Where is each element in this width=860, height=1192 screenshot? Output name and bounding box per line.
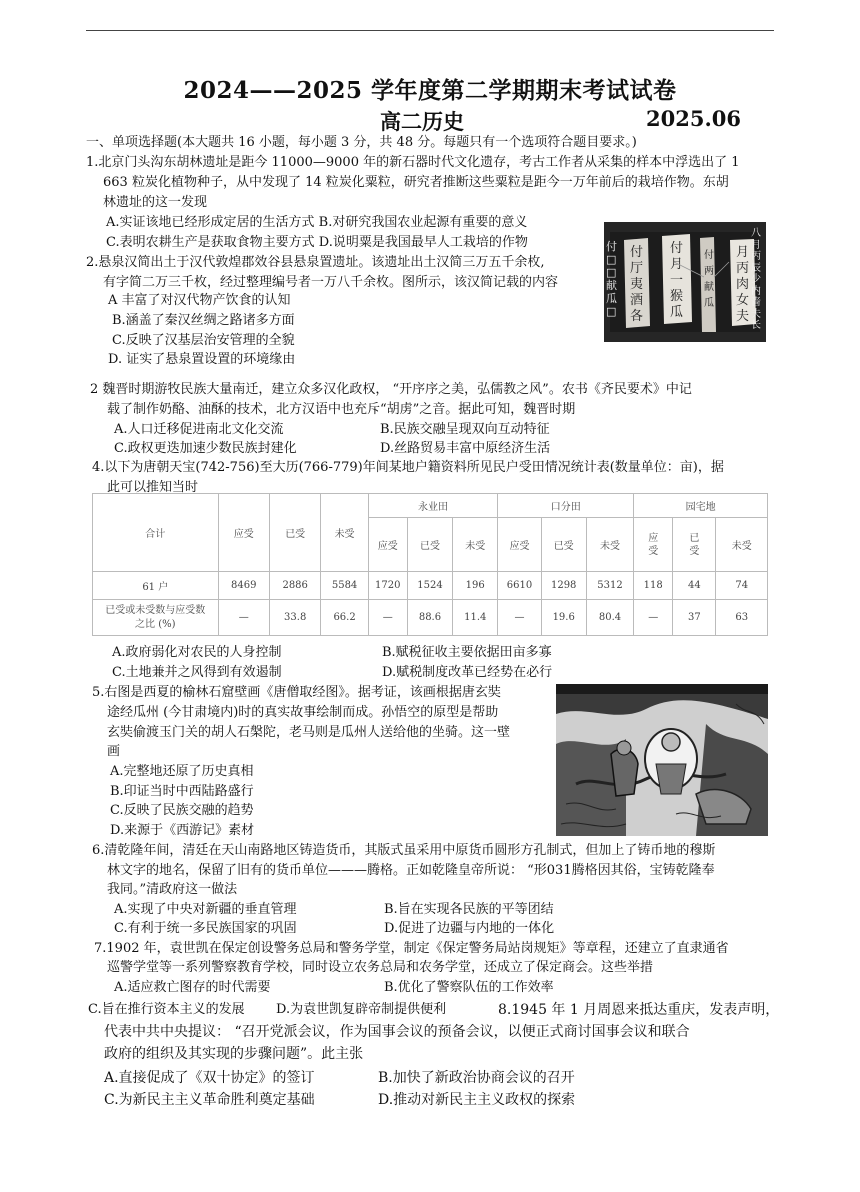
q5-option-c: C.反映了民族交融的趋势	[110, 803, 254, 818]
q7-line-1: 7.1902 年，袁世凯在保定创设警务总局和警务学堂，制定《保定警务局站岗规矩》等章程，还建立了直隶通省	[94, 941, 729, 956]
table-cell: 61 户	[93, 572, 219, 600]
q7-option-a: A.适应救亡图存的时代需要	[114, 980, 271, 995]
table-cell: 2886	[269, 572, 320, 600]
header-not: 未受	[321, 494, 368, 572]
land-allocation-table	[92, 493, 768, 636]
q6-option-a: A.实现了中央对新疆的垂直管理	[114, 902, 297, 917]
table-cell: 118	[634, 572, 673, 600]
q7-option-d: D.为袁世凯复辟帝制提供便利	[276, 1002, 447, 1017]
table-cell: 80.4	[586, 600, 633, 636]
q1-options-ab: A.实证该地已经形成定居的生活方式 B.对研究我国农业起源有重要的意义	[106, 215, 528, 230]
svg-text:瓜: 瓜	[670, 305, 684, 320]
svg-text:厅: 厅	[630, 261, 644, 276]
q3-option-d: D.丝路贸易丰富中原经济生活	[380, 441, 551, 456]
q4-option-b: B.赋税征收主要依据田亩多寡	[382, 645, 552, 660]
svg-text:付: 付	[704, 250, 714, 261]
header-yuanzhai: 园宅地	[634, 494, 768, 518]
svg-text:肉: 肉	[736, 277, 750, 292]
table-cell: 37	[673, 600, 716, 636]
table-cell: 74	[716, 572, 768, 600]
header-rule	[86, 30, 774, 31]
q1-line-1: 1.北京门头沟东胡林遗址是距今 11000—9000 年的新石器时代文化遗存，考古工作者从采集的样本中浮选出了 1	[86, 155, 740, 170]
q2-option-b: B.涵盖了秦汉丝绸之路诸多方面	[112, 313, 295, 328]
table-cell: 33.8	[269, 600, 320, 636]
q4-line-1: 4.以下为唐朝天宝(742-756)至大历(766-779)年间某地户籍资料所见民户受田情况统计表(数量单位：亩)，据	[92, 460, 724, 475]
q6-option-d: D.促进了边疆与内地的一体化	[384, 921, 555, 936]
table-cell: 1720	[368, 572, 407, 600]
table-cell: 5312	[586, 572, 633, 600]
sub-header: 应 受	[634, 518, 673, 572]
q8-option-c: C.为新民主主义革命胜利奠定基础	[104, 1092, 315, 1108]
mural-illustration	[556, 684, 768, 836]
header-total: 合计	[93, 494, 219, 572]
q5-line-3: 玄奘偷渡玉门关的胡人石槃陀，老马则是瓜州人送给他的坐骑。这一壁	[107, 725, 511, 740]
q5-line-1: 5.右图是西夏的榆林石窟壁画《唐僧取经图》。据考证，该画根据唐玄奘	[92, 685, 501, 700]
header-yongye: 永业田	[368, 494, 498, 518]
svg-text:两: 两	[704, 266, 714, 277]
table-cell: 196	[453, 572, 498, 600]
q4-option-a: A.政府弱化对农民的人身控制	[112, 645, 282, 660]
svg-text:付: 付	[630, 245, 644, 260]
q5-option-a: A.完整地还原了历史真相	[110, 764, 254, 779]
section-heading: 一、单项选择题(本大题共 16 小题，每小题 3 分，共 48 分。每题只有一个选项符合题目要求。)	[86, 135, 637, 150]
q8-line-2: 代表中共中央提议： “召开党派会议，作为国事会议的预备会议，以便正式商讨国事会议和联合	[104, 1024, 690, 1040]
sub-header: 应受	[498, 518, 541, 572]
q2-option-a: A 丰富了对汉代物产饮食的认知	[108, 293, 291, 308]
table-cell: 63	[716, 600, 768, 636]
table-row	[93, 572, 768, 600]
q3-line-1: 2 魏晋时期游牧民族大量南迁，建立众多汉化政权， “开序序之美，弘儒教之风”。农书《齐民要术》中记	[90, 382, 692, 397]
q1-line-3: 林遗址的这一发现	[103, 195, 208, 210]
svg-text:夫: 夫	[736, 309, 750, 324]
svg-text:月: 月	[670, 257, 684, 272]
table-cell: 1524	[407, 572, 452, 600]
q6-option-c: C.有利于统一多民族国家的巩固	[114, 921, 297, 936]
slip-caption-left: 付□□献瓜□	[606, 240, 617, 318]
exam-subject: 高二历史	[380, 109, 464, 134]
q1-line-2: 663 粒炭化植物种子，从中发现了 14 粒炭化粟粒，研究者推断这些粟粒是距今一万年前后的栽培作物。东胡	[103, 175, 729, 190]
q3-option-c: C.政权更迭加速少数民族封建化	[114, 441, 297, 456]
svg-text:夷: 夷	[630, 277, 644, 292]
q4-option-c: C.土地兼并之风得到有效遏制	[112, 665, 282, 680]
sub-header: 应受	[368, 518, 407, 572]
svg-text:一: 一	[670, 273, 684, 288]
svg-text:月: 月	[736, 245, 750, 260]
table-cell: 19.6	[541, 600, 586, 636]
table-cell: 已受或未受数与应受数 之比 (%)	[93, 600, 219, 636]
svg-text:各: 各	[630, 309, 644, 324]
table-cell: —	[498, 600, 541, 636]
svg-text:瓜: 瓜	[704, 298, 714, 309]
exam-date: 2025.06	[646, 106, 741, 131]
q6-line-3: 我同。”清政府这一做法	[107, 882, 238, 897]
q6-line-2: 林文字的地名，保留了旧有的货币单位———腾格。正如乾隆皇帝所说： “形031腾格因其俗，宝铸乾隆奉	[107, 863, 715, 878]
sub-header: 已受	[407, 518, 452, 572]
slip-caption-right: 八月丙辰少内啬夫长	[751, 228, 761, 331]
q7-line-2: 巡警学堂等一系列警察教育学校，同时设立农务总局和农务学堂，还成立了保定商会。这些举措	[107, 960, 654, 975]
q4-option-d: D.赋税制度改革已经势在必行	[382, 665, 553, 680]
q2-line-1: 2.悬泉汉简出土于汉代敦煌郡效谷县悬泉置遗址。该遗址出土汉简三万五千余枚,	[86, 255, 545, 270]
q6-option-b: B.旨在实现各民族的平等团结	[384, 902, 554, 917]
svg-text:酒: 酒	[630, 293, 644, 308]
table-header-row-1	[93, 494, 768, 518]
q1-options-cd: C.表明农耕生产是获取食物主要方式 D.说明粟是我国最早人工栽培的作物	[106, 235, 528, 250]
svg-text:猴: 猴	[670, 289, 684, 304]
han-slip-image	[604, 222, 766, 342]
table-cell: —	[368, 600, 407, 636]
exam-title: 2024——2025 学年度第二学期期末考试试卷	[183, 77, 677, 104]
q5-line-2: 途经瓜州 (今甘肃境内)时的真实故事绘制而成。孙悟空的原型是帮助	[107, 705, 499, 720]
q3-option-b: B.民族交融呈现双向互动特征	[380, 422, 550, 437]
sub-header: 未受	[453, 518, 498, 572]
q7-option-b: B.优化了警察队伍的工作效率	[384, 980, 554, 995]
q3-line-2: 载了制作奶酪、油酥的技术，北方汉语中也充斥“胡虏”之音。据此可知，魏晋时期	[107, 402, 576, 417]
q4-line-2: 此可以推知当时	[107, 480, 199, 495]
q2-option-c: C.反映了汉基层治安管理的全貌	[112, 333, 295, 348]
header-got: 已受	[269, 494, 320, 572]
q8-option-a: A.直接促成了《双十协定》的签订	[104, 1070, 315, 1086]
table-cell: 66.2	[321, 600, 368, 636]
q5-option-b: B.印证当时中西陆路盛行	[110, 784, 254, 799]
table-cell: 88.6	[407, 600, 452, 636]
header-koufen: 口分田	[498, 494, 634, 518]
q3-option-a: A.人口迁移促进南北文化交流	[114, 422, 284, 437]
table-cell: 6610	[498, 572, 541, 600]
q8-line-1: 8.1945 年 1 月周恩来抵达重庆，发表声明，	[498, 1002, 780, 1018]
table-cell: 5584	[321, 572, 368, 600]
svg-text:献: 献	[704, 282, 714, 293]
q8-option-b: B.加快了新政治协商会议的召开	[378, 1070, 575, 1086]
q5-line-4: 画	[107, 744, 121, 759]
table-cell: 1298	[541, 572, 586, 600]
sub-header: 未受	[586, 518, 633, 572]
table-cell: 11.4	[453, 600, 498, 636]
sub-header: 未受	[716, 518, 768, 572]
han-slip-illustration	[604, 222, 766, 342]
q8-line-3: 政府的组织及其实现的步骤问题”。此主张	[104, 1046, 364, 1062]
table-cell: 8469	[218, 572, 269, 600]
table-cell: —	[634, 600, 673, 636]
table-row	[93, 600, 768, 636]
sub-header: 已受	[541, 518, 586, 572]
header-should: 应受	[218, 494, 269, 572]
sub-header: 已 受	[673, 518, 716, 572]
mural-image	[556, 684, 768, 836]
q2-line-2: 有字简二万三千枚，经过整理编号者一万八千余枚。图所示，该汉简记载的内容	[103, 275, 559, 290]
svg-text:女: 女	[736, 293, 750, 308]
q8-option-d: D.推动对新民主主义政权的探索	[378, 1092, 576, 1108]
q7-option-c: C.旨在推行资本主义的发展	[88, 1002, 245, 1017]
q5-option-d: D.来源于《西游记》素材	[110, 823, 255, 838]
svg-text:付: 付	[670, 241, 684, 256]
table-cell: —	[218, 600, 269, 636]
q6-line-1: 6.清乾隆年间，清廷在天山南路地区铸造货币，其版式虽采用中原货币圆形方孔制式，但加上了铸币地的穆斯	[92, 843, 716, 858]
q2-option-d: D. 证实了悬泉置设置的环境缘由	[108, 352, 296, 367]
svg-text:丙: 丙	[736, 261, 750, 276]
table-cell: 44	[673, 572, 716, 600]
